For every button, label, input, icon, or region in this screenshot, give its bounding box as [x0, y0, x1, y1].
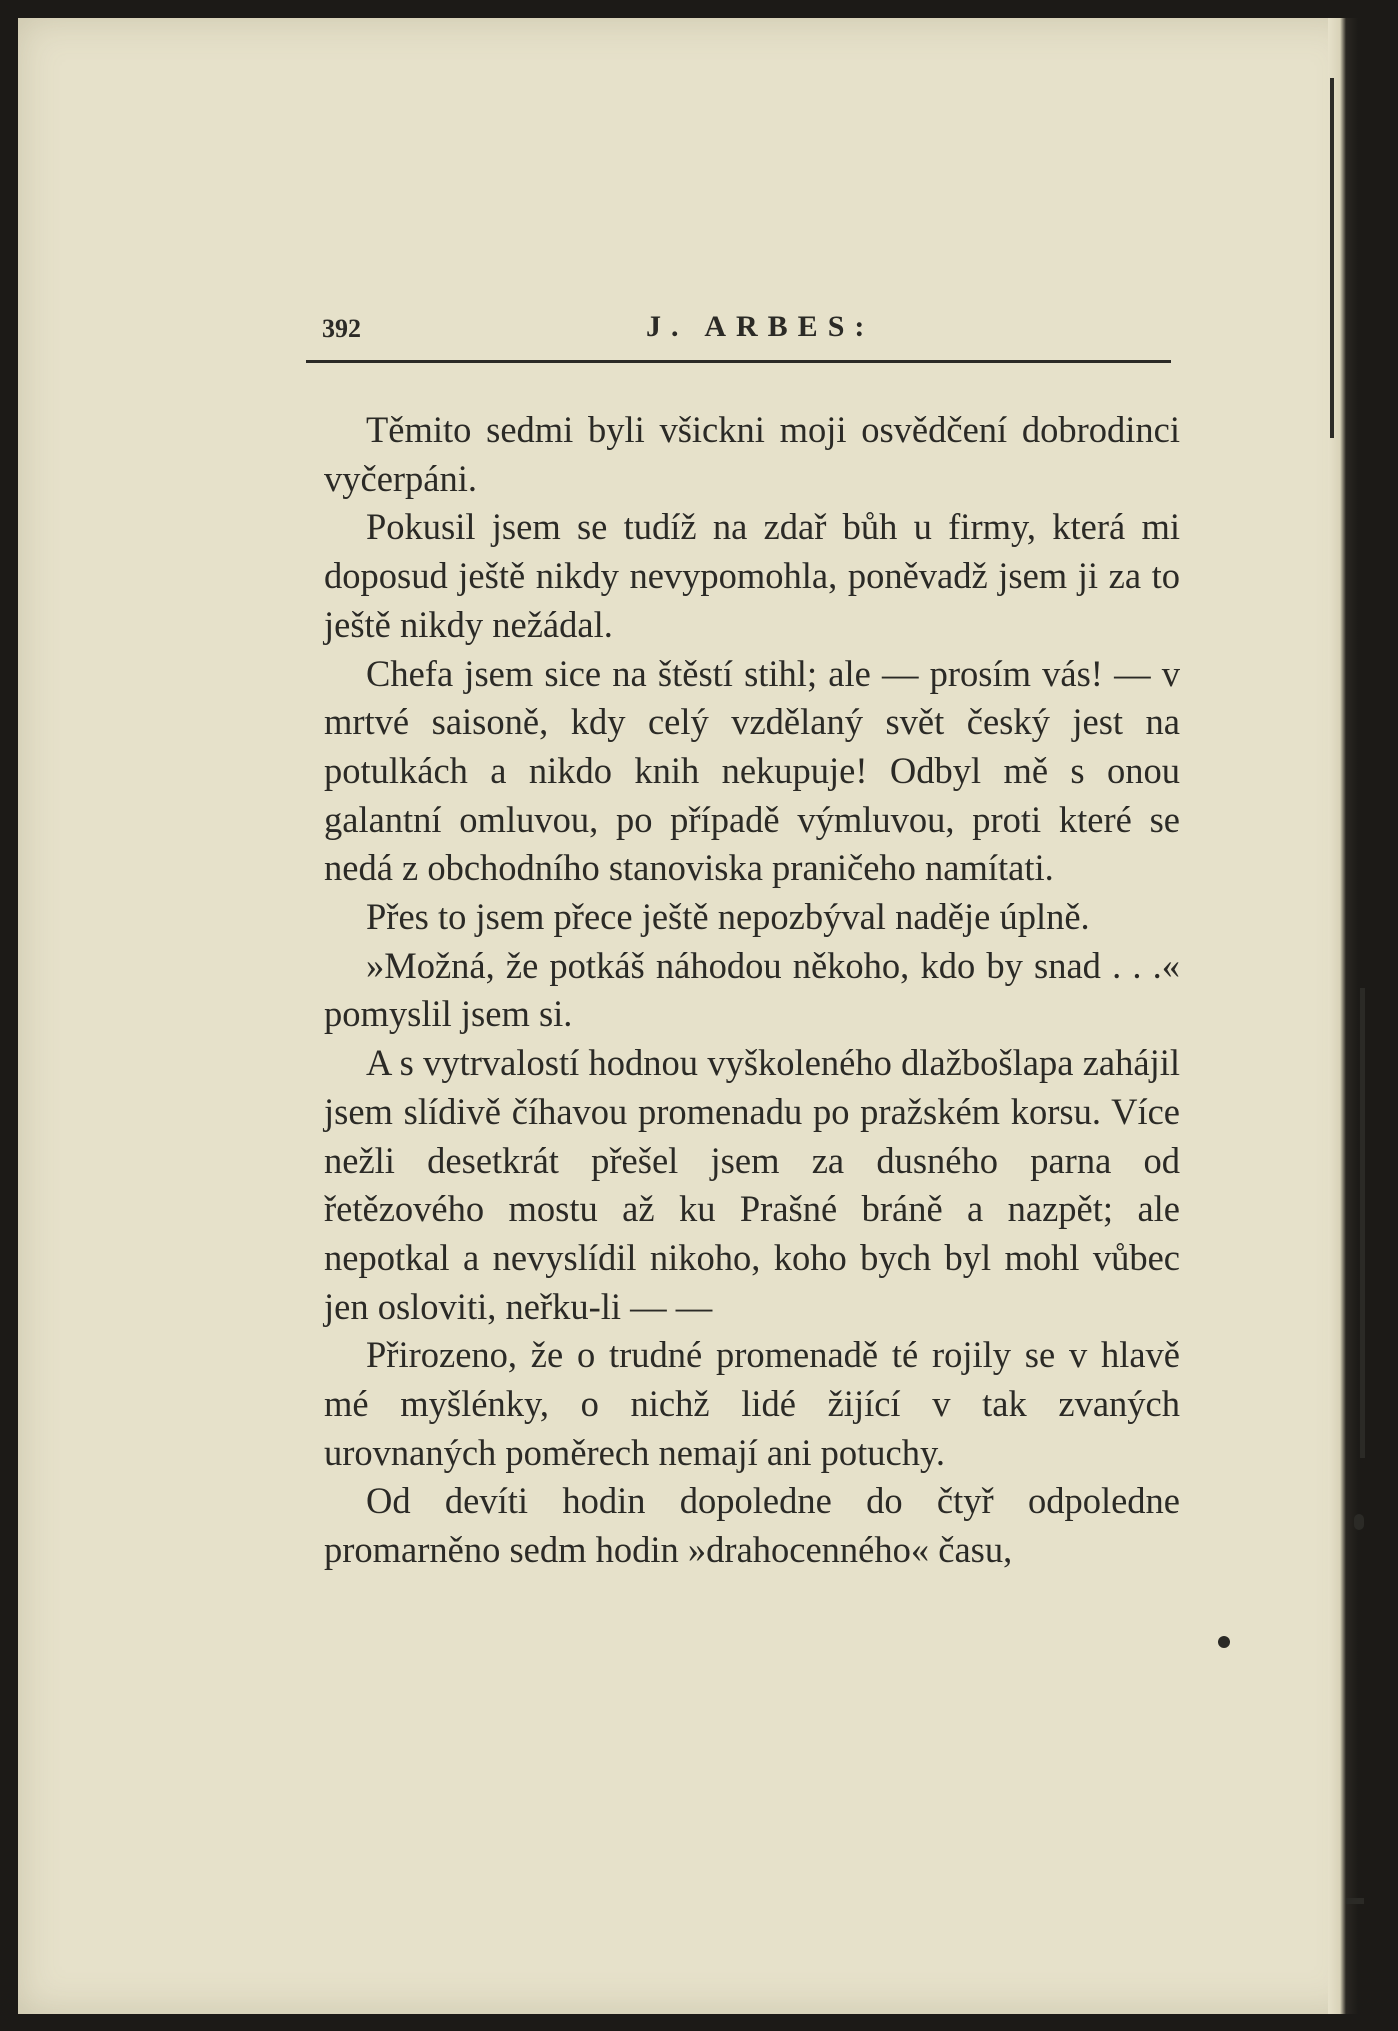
margin-dot-mark: [1218, 1636, 1230, 1648]
running-head: J. ARBES:: [646, 310, 875, 343]
paragraph: Chefa jsem sice na štěstí stihl; ale — prosím vás! — v mrtvé saisoně, kdy celý vzdělaný svět český jest na potulkách a nikdo knih nekupuje! Odbyl mě s onou galantní omluvou, po případě výmluvou, proti které se nedá z obchodního stanoviska praničeho namítati.: [324, 652, 1180, 889]
paragraph: Přirozeno, že o trudné promenadě té rojily se v hlavě mé myšlénky, o nichž lidé žijící v tak zvaných urovnaných poměrech nemají ani potuchy.: [324, 1334, 1180, 1473]
paragraph: Těmito sedmi byli všickni moji osvědčení dobrodinci vyčerpáni.: [324, 409, 1180, 499]
margin-dash-mark: [1346, 1898, 1364, 1904]
page-number: 392: [322, 314, 361, 343]
paragraph: »Možná, že potkáš náhodou někoho, kdo by snad . . .« pomyslil jsem si.: [324, 944, 1180, 1035]
margin-line-mark: [1360, 988, 1365, 1458]
margin-line-mark: [1330, 78, 1334, 438]
paragraph: Od devíti hodin dopoledne do čtyř odpoledne promarněno sedm hodin »drahocenného« času,: [324, 1480, 1180, 1571]
margin-dot-mark: [1354, 1514, 1364, 1530]
paragraph: Pokusil jsem se tudíž na zdař bůh u firmy, která mi doposud ještě nikdy nevypomohla, poněvadž jsem ji za to ještě nikdy nežádal.: [324, 506, 1180, 645]
paragraph: Přes to jsem přece ještě nepozbýval naděje úplně.: [366, 896, 1090, 938]
book-page: [18, 18, 1358, 2014]
paragraph: A s vytrvalostí hodnou vyškoleného dlažbošlapa zahájil jsem slídivě číhavou promenadu po pražském korsu. Více nežli desetkrát přešel jsem za dusného parna od řetězového mostu až ku Prašné bráně a nazpět; ale nepotkal a nevyslídil nikoho, koho bych byl mohl vůbec jen osloviti, neřku-li — —: [324, 1042, 1180, 1327]
page-header: [306, 310, 1171, 363]
body-text: [324, 406, 1180, 1575]
